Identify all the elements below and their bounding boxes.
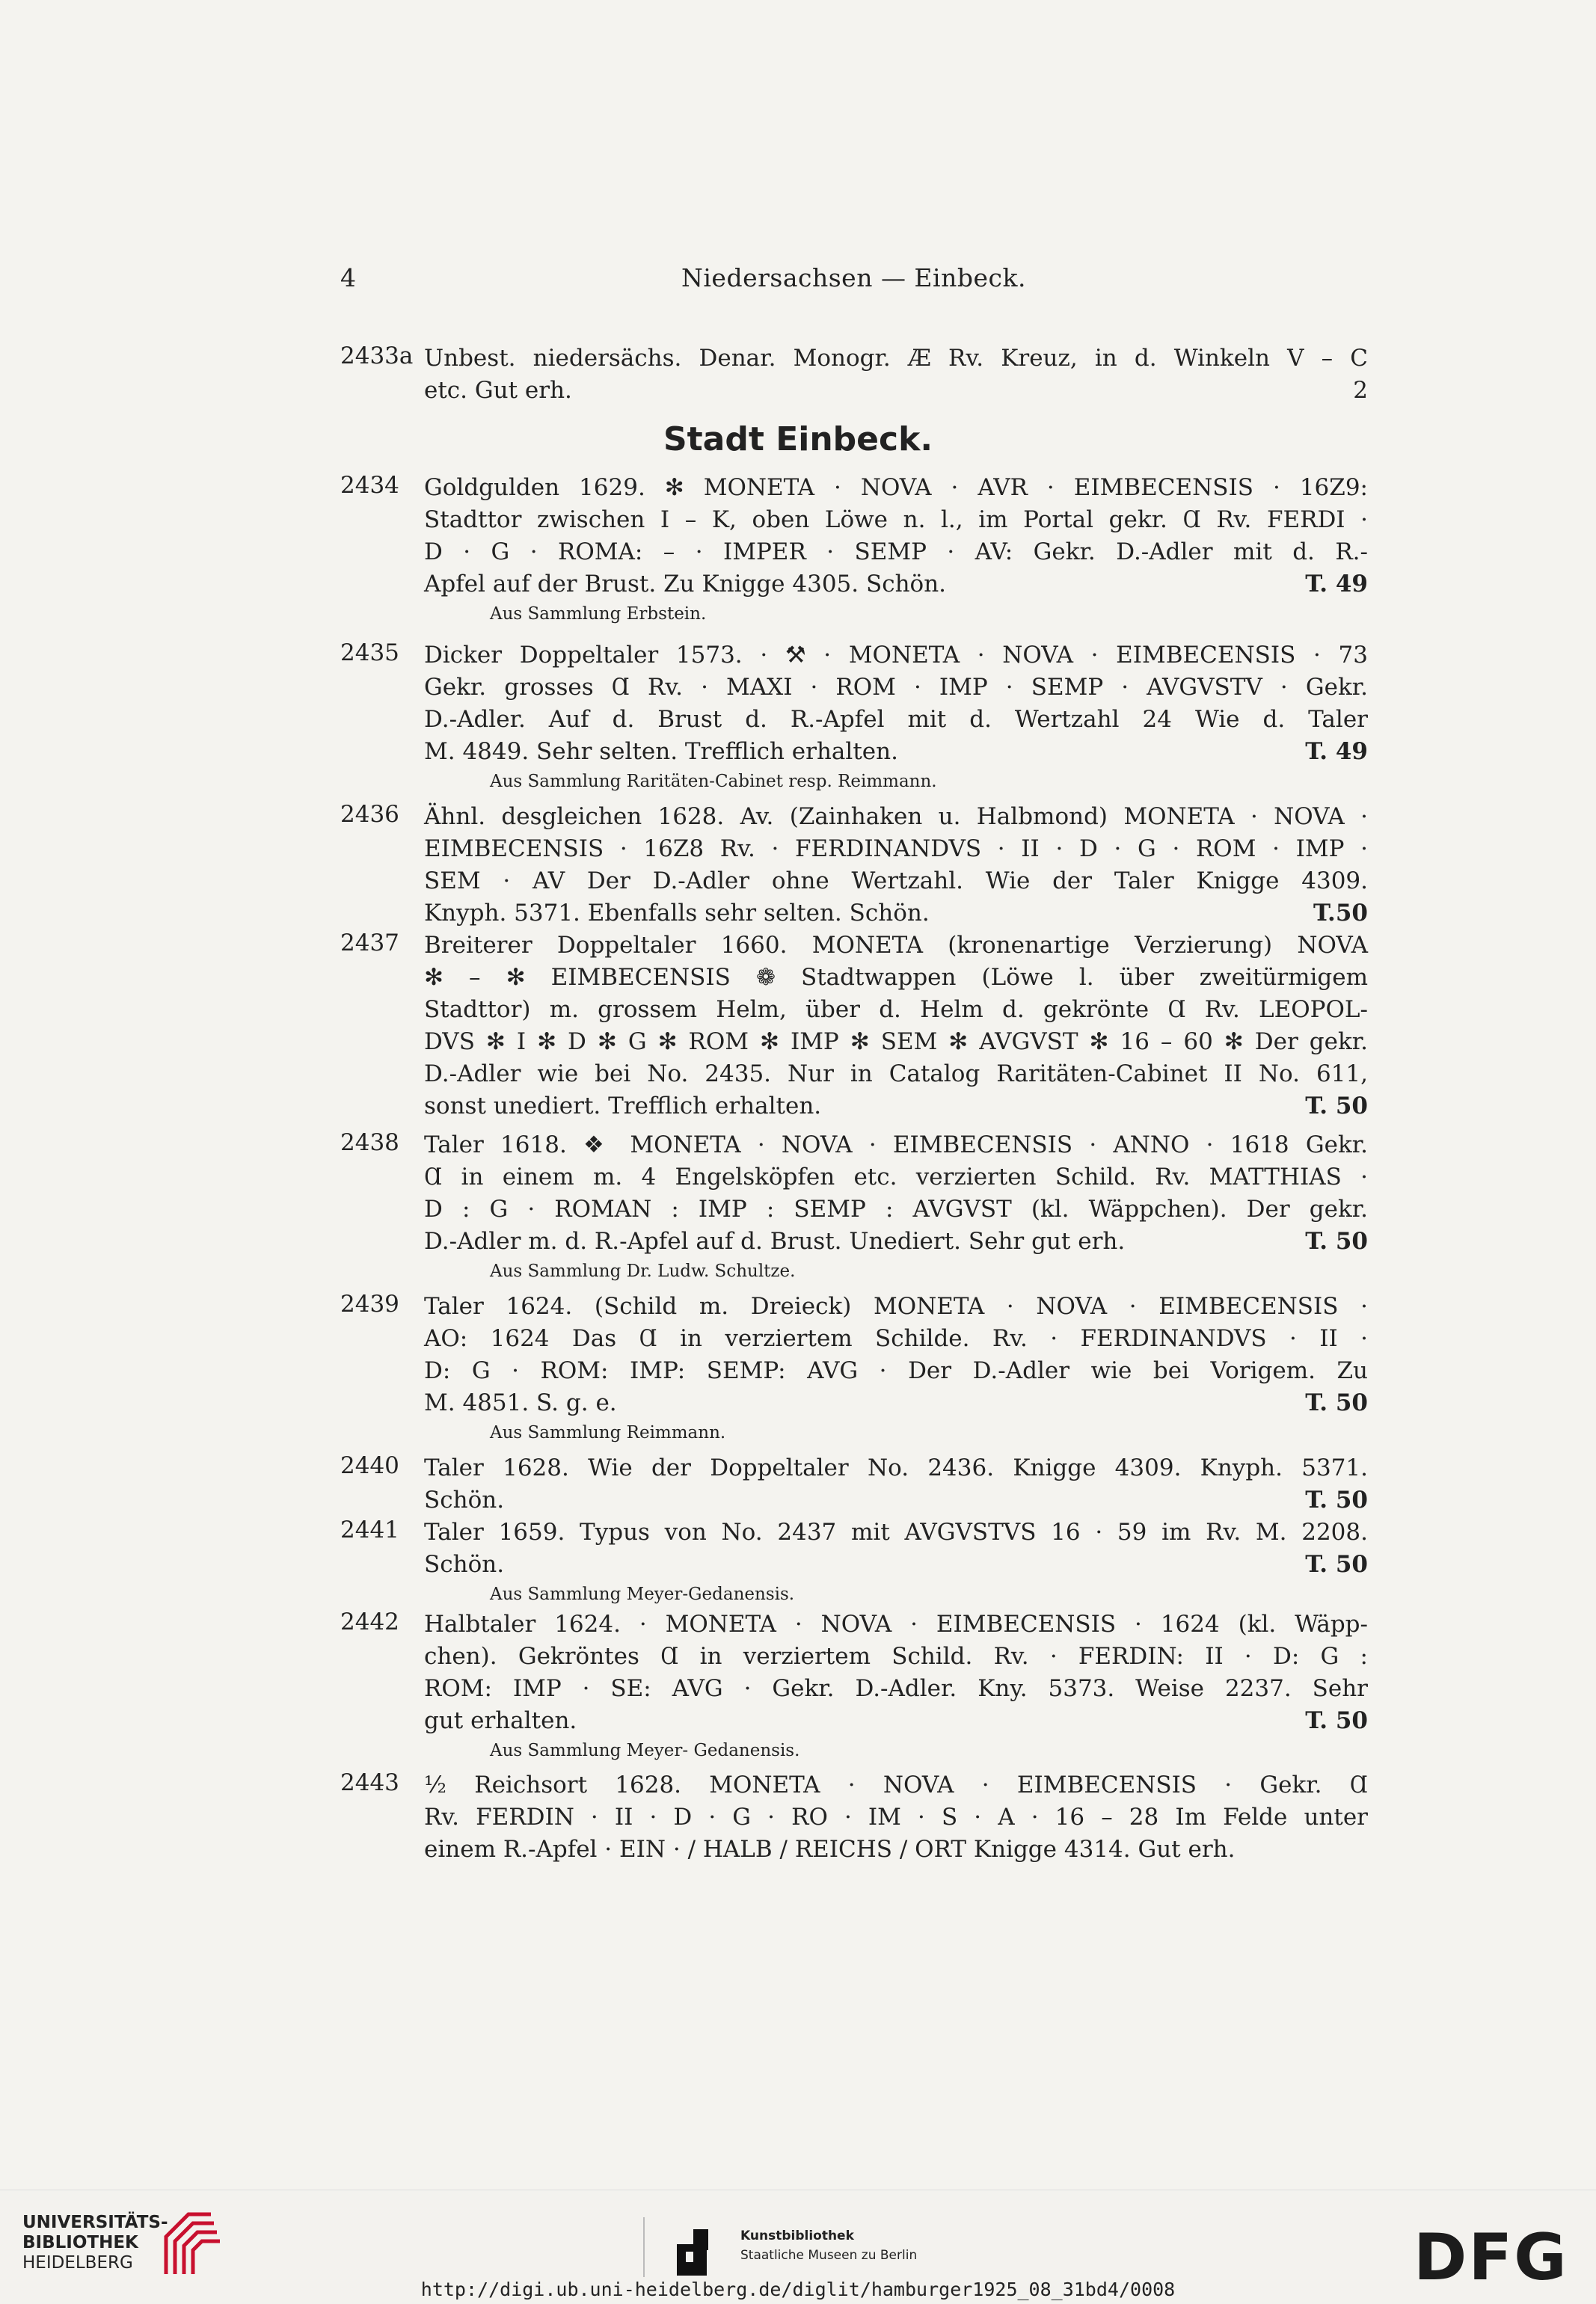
entry-line: ✻ – ✻ EIMBECENSIS ❁ Stadtwappen (Löwe l. über zweitürmigem <box>424 964 1368 991</box>
entry-line: Halbtaler 1624. · MONETA · NOVA · EIMBECENSIS · 1624 (kl. Wäpp- <box>424 1611 1368 1638</box>
dfg-logo: DFG <box>1414 2220 1568 2295</box>
plate-reference: 2 <box>1353 377 1368 404</box>
entry-line: SEM · AV Der D.-Adler ohne Wertzahl. Wie der Taler Knigge 4309. <box>424 867 1368 894</box>
entry-last-line <box>424 1090 1368 1122</box>
provenance-note: Aus Sammlung Raritäten-Cabinet resp. Reimmann. <box>490 772 937 791</box>
entry-description <box>424 1517 1368 1608</box>
entry-line: Taler 1659. Typus von No. 2437 mit AVGVSTVS 16 · 59 im Rv. M. 2208. <box>424 1519 1368 1546</box>
entry-line: gut erhalten. <box>424 1707 577 1734</box>
entry-line: ROM: IMP · SE: AVG · Gekr. D.-Adler. Kny. 5373. Weise 2237. Sehr <box>424 1675 1368 1702</box>
provenance-note: Aus Sammlung Meyer-Gedanensis. <box>490 1585 795 1604</box>
entry-line: Taler 1618. ❖ MONETA · NOVA · EIMBECENSIS · ANNO · 1618 Gekr. <box>424 1131 1368 1158</box>
provenance-note: Aus Sammlung Erbstein. <box>490 604 707 624</box>
entry-line: Rv. FERDIN · II · D · G · RO · IM · S · A · 16 – 28 Im Felde unter <box>424 1804 1368 1831</box>
provenance-note: Aus Sammlung Reimmann. <box>490 1423 726 1443</box>
plate-reference: T. 50 <box>1305 1389 1368 1416</box>
plate-reference: T. 50 <box>1305 1551 1368 1578</box>
permalink-url[interactable]: http://digi.ub.uni-heidelberg.de/diglit/hamburger1925_08_31bd4/0008 <box>420 2279 1176 2300</box>
entry-line: Goldgulden 1629. ✻ MONETA · NOVA · AVR · EIMBECENSIS · 16Z9: <box>424 474 1368 501</box>
entry-line: D : G · ROMAN : IMP : SEMP : AVGVST (kl. Wäppchen). Der gekr. <box>424 1196 1368 1223</box>
page-number: 4 <box>340 263 356 292</box>
entry-line: D.-Adler. Auf d. Brust d. R.-Apfel mit d. Wertzahl 24 Wie d. Taler <box>424 706 1368 733</box>
entry-line: M. 4849. Sehr selten. Trefflich erhalten. <box>424 738 898 765</box>
plate-reference: T. 50 <box>1305 1487 1368 1514</box>
entry-last-line <box>424 1549 1368 1581</box>
running-header <box>340 263 1366 298</box>
entry-line: Knyph. 5371. Ebenfalls sehr selten. Schön. <box>424 900 930 927</box>
entry-number: 2434 <box>340 472 399 499</box>
plate-reference: T. 49 <box>1305 571 1368 597</box>
entry-line: etc. Gut erh. <box>424 377 572 404</box>
entry-line: AO: 1624 Das Ɑ in verziertem Schilde. Rv. · FERDINANDVS · II · <box>424 1325 1368 1352</box>
footer-bar <box>0 2190 1596 2304</box>
entry-number: 2437 <box>340 930 399 956</box>
entry-description <box>424 1291 1368 1446</box>
ub-heidelberg-logo-icon <box>159 2207 226 2282</box>
plate-reference: T. 49 <box>1305 738 1368 765</box>
entry-number: 2441 <box>340 1517 399 1543</box>
entry-number: 2442 <box>340 1609 399 1635</box>
entry-number: 2440 <box>340 1452 399 1479</box>
entry-line: Stadttor zwischen I – K, oben Löwe n. l., im Portal gekr. Ɑ Rv. FERDI · <box>424 506 1368 533</box>
ub-line-1: UNIVERSITÄTS- <box>22 2213 168 2232</box>
entry-line: Gekr. grosses Ɑ Rv. · MAXI · ROM · IMP · SEMP · AVGVSTV · Gekr. <box>424 674 1368 701</box>
entry-line: Ähnl. desgleichen 1628. Av. (Zainhaken u. Halbmond) MONETA · NOVA · <box>424 803 1368 830</box>
entry-description <box>424 1452 1368 1517</box>
entry-line: sonst unediert. Trefflich erhalten. <box>424 1093 822 1119</box>
plate-reference: T.50 <box>1313 900 1368 927</box>
entry-line: DVS ✻ I ✻ D ✻ G ✻ ROM ✻ IMP ✻ SEM ✻ AVGVST ✻ 16 – 60 ✻ Der gekr. <box>424 1028 1368 1055</box>
kb-line-2: Staatliche Museen zu Berlin <box>740 2248 918 2263</box>
entry-line: Ɑ in einem m. 4 Engelsköpfen etc. verzierten Schild. Rv. MATTHIAS · <box>424 1164 1368 1191</box>
entry-line: D: G · ROM: IMP: SEMP: AVG · Der D.-Adler wie bei Vorigem. Zu <box>424 1357 1368 1384</box>
entry-last-line <box>424 375 1368 407</box>
entry-line: Taler 1628. Wie der Doppeltaler No. 2436. Knigge 4309. Knyph. 5371. <box>424 1454 1368 1481</box>
entry-line: M. 4851. S. g. e. <box>424 1389 617 1416</box>
entry-line: Breiterer Doppeltaler 1660. MONETA (kronenartige Verzierung) NOVA <box>424 932 1368 959</box>
entry-line: Dicker Doppeltaler 1573. · ⚒ · MONETA · NOVA · EIMBECENSIS · 73 <box>424 642 1368 669</box>
entry-last-line <box>424 568 1368 600</box>
entry-last-line <box>424 736 1368 768</box>
entry-last-line <box>424 1484 1368 1517</box>
entry-last-line <box>424 897 1368 930</box>
entry-line: einem R.-Apfel · EIN · / HALB / REICHS / ORT Knigge 4314. Gut erh. <box>424 1836 1236 1863</box>
entry-description <box>424 1769 1368 1866</box>
entry-line: D.-Adler m. d. R.-Apfel auf d. Brust. Unediert. Sehr gut erh. <box>424 1228 1126 1255</box>
entry-line: Taler 1624. (Schild m. Dreieck) MONETA · NOVA · EIMBECENSIS · <box>424 1293 1368 1320</box>
entry-last-line <box>424 1226 1368 1258</box>
entry-line: Apfel auf der Brust. Zu Knigge 4305. Schön. <box>424 571 947 597</box>
entry-last-line <box>424 1705 1368 1737</box>
entry-description <box>424 801 1368 930</box>
entry-number: 2433a <box>340 342 414 369</box>
entry-description <box>424 342 1368 407</box>
entry-line: D · G · ROMA: – · IMPER · SEMP · AV: Gekr. D.-Adler mit d. R.- <box>424 538 1368 565</box>
entry-number: 2436 <box>340 801 399 828</box>
plate-reference: T. 50 <box>1305 1228 1368 1255</box>
provenance-note: Aus Sammlung Meyer- Gedanensis. <box>490 1741 800 1760</box>
section-title: Stadt Einbeck. <box>663 420 933 458</box>
provenance-note: Aus Sammlung Dr. Ludw. Schultze. <box>490 1262 796 1281</box>
ub-heidelberg-logo-text <box>22 2213 168 2273</box>
entry-line: ½ Reichsort 1628. MONETA · NOVA · EIMBECENSIS · Gekr. Ɑ <box>424 1772 1368 1798</box>
plate-reference: T. 50 <box>1305 1093 1368 1119</box>
entry-last-line <box>424 1387 1368 1419</box>
entry-line: Unbest. niedersächs. Denar. Monogr. Æ Rv. Kreuz, in d. Winkeln V – C <box>424 345 1368 372</box>
entry-line: chen). Gekröntes Ɑ in verziertem Schild. Rv. · FERDIN: II · D: G : <box>424 1643 1368 1670</box>
ub-line-3: HEIDELBERG <box>22 2253 133 2273</box>
entry-line: D.-Adler wie bei No. 2435. Nur in Catalog Raritäten-Cabinet II No. 611, <box>424 1060 1368 1087</box>
entry-description <box>424 1609 1368 1764</box>
entry-description <box>424 639 1368 795</box>
plate-reference: T. 50 <box>1305 1707 1368 1734</box>
entry-number: 2435 <box>340 639 399 666</box>
entry-line: Schön. <box>424 1551 505 1578</box>
kunstbibliothek-text <box>740 2226 917 2265</box>
entry-description <box>424 930 1368 1122</box>
ub-line-2: BIBLIOTHEK <box>22 2233 138 2252</box>
entry-description <box>424 472 1368 627</box>
entry-line: Schön. <box>424 1487 505 1514</box>
running-title: Niedersachsen — Einbeck. <box>681 263 1026 292</box>
kunstbibliothek-logo-icon <box>677 2229 723 2276</box>
entry-line: EIMBECENSIS · 16Z8 Rv. · FERDINANDVS · II · D · G · ROM · IMP · <box>424 835 1368 862</box>
entry-number: 2443 <box>340 1769 399 1796</box>
entry-number: 2438 <box>340 1129 399 1156</box>
entry-line: Stadttor) m. grossem Helm, über d. Helm d. gekrönte Ɑ Rv. LEOPOL- <box>424 996 1368 1023</box>
entry-number: 2439 <box>340 1291 399 1318</box>
entry-description <box>424 1129 1368 1285</box>
kb-line-1: Kunstbibliothek <box>740 2228 854 2243</box>
footer-divider <box>643 2217 645 2277</box>
